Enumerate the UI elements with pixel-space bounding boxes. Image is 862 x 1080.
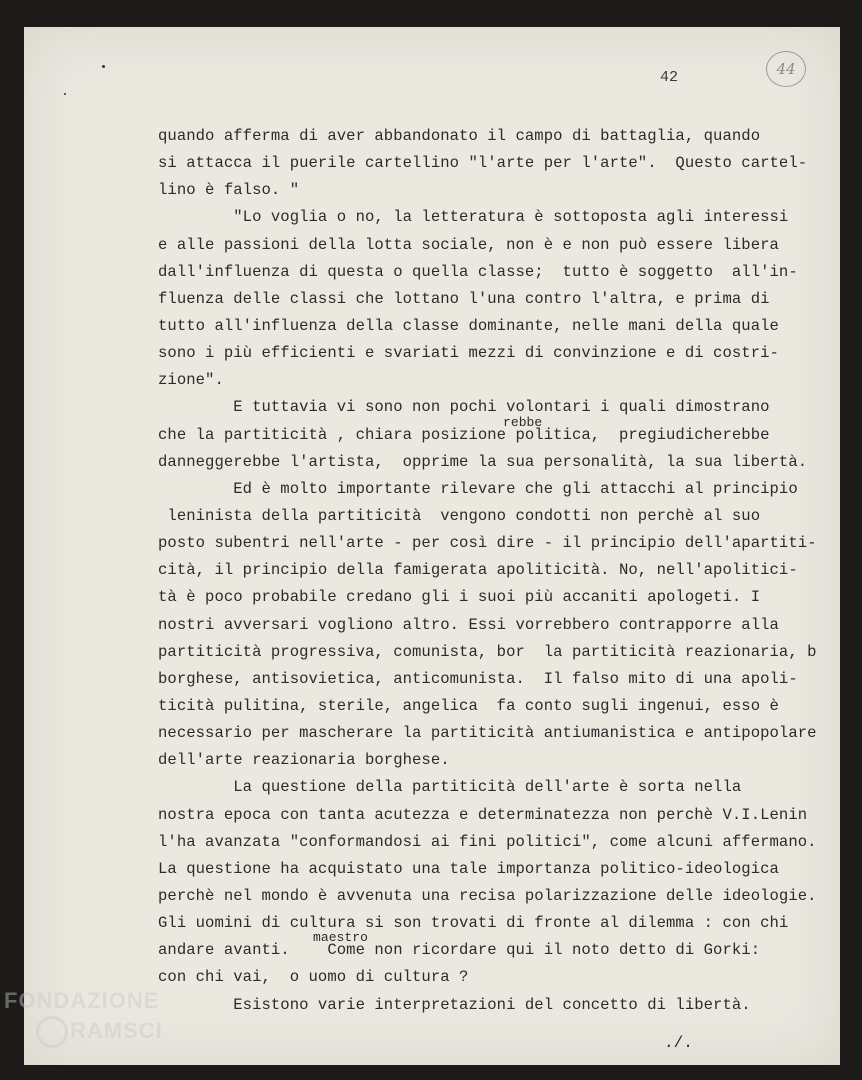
text-line: andare avanti. Come non ricordare qui il noto detto di Gorki: maestro xyxy=(158,937,848,964)
text-line: leninista della partiticità vengono condotti non perchè al suo xyxy=(158,506,761,525)
text-line: cità, il principio della famigerata apoliticità. No, nell'apolitici- xyxy=(158,561,798,580)
text-line: perchè nel mondo è avvenuta una recisa polarizzazione delle ideologie. xyxy=(158,886,817,905)
archive-watermark-logo xyxy=(4,986,163,1048)
text-line: dell'arte reazionaria borghese. xyxy=(158,751,450,770)
text-line: Ed è molto importante rilevare che gli attacchi al principio xyxy=(158,479,798,498)
text-line: necessario per mascherare la partiticità antiumanistica e antipopolare xyxy=(158,724,817,743)
text-line: zione". xyxy=(158,371,224,390)
text-line: l'ha avanzata "conformandosi ai fini politici", come alcuni affermano. xyxy=(158,832,817,851)
text-line: nostra epoca con tanta acutezza e determinatezza non perchè V.I.Lenin xyxy=(158,805,808,824)
text-line: Gli uomini di cultura si son trovati di fronte al dilemma : con chi xyxy=(158,914,789,933)
watermark-line-2: RAMSCI xyxy=(4,1016,163,1048)
text-line: si attacca il puerile cartellino "l'arte per l'arte". Questo cartel- xyxy=(158,154,808,173)
text-line: lino è falso. " xyxy=(158,181,300,200)
text-line: posto subentri nell'arte - per così dire - il principio dell'apartiti- xyxy=(158,534,817,553)
text-line: La questione ha acquistato una tale importanza politico-ideologica xyxy=(158,859,779,878)
archive-folio-mark: 44 xyxy=(766,51,806,87)
text-line: tutto all'influenza della classe dominante, nelle mani della quale xyxy=(158,316,779,335)
interlinear-insertion: rebbe xyxy=(503,414,543,430)
continuation-mark: ./. xyxy=(664,1034,693,1052)
page-number: 42 xyxy=(660,69,679,86)
text-line: "Lo voglia o no, la letteratura è sottoposta agli interessi xyxy=(158,208,789,227)
text-line: quando afferma di aver abbandonato il campo di battaglia, quando xyxy=(158,127,761,145)
text-line: sono i più efficienti e svariati mezzi di convinzione e di costri- xyxy=(158,344,779,363)
watermark-g-icon xyxy=(36,1016,68,1048)
watermark-line-1: FONDAZIONE xyxy=(4,988,160,1013)
typescript-page xyxy=(24,27,840,1065)
typed-body-text xyxy=(158,123,848,1019)
text-line: che la partiticità , chiara posizione politica, pregiudicherebbe rebbe xyxy=(158,422,848,449)
interlinear-insertion: maestro xyxy=(313,930,368,946)
text-line: tà è poco probabile credano gli i suoi più accaniti apologeti. I xyxy=(158,588,761,607)
text-line: fluenza delle classi che lottano l'una contro l'altra, e prima di xyxy=(158,289,770,308)
text-line: borghese, antisovietica, anticomunista. Il falso mito di una apoli- xyxy=(158,669,798,688)
text-line: Esistono varie interpretazioni del concetto di libertà. xyxy=(158,995,751,1014)
text-line: E tuttavia vi sono non pochi volontari i quali dimostrano xyxy=(158,398,770,417)
text-line: ticità pulitina, sterile, angelica fa conto sugli ingenui, esso è xyxy=(158,696,779,715)
ink-speck xyxy=(64,93,66,95)
text-line: dall'influenza di questa o quella classe; tutto è soggetto all'in- xyxy=(158,262,798,281)
text-line: e alle passioni della lotta sociale, non è e non può essere libera xyxy=(158,235,779,254)
text-line: partiticità progressiva, comunista, bor la partiticità reazionaria, b xyxy=(158,642,817,661)
text-line: danneggerebbe l'artista, opprime la sua personalità, la sua libertà. xyxy=(158,452,808,471)
ink-speck xyxy=(102,65,105,68)
text-line: nostri avversari vogliono altro. Essi vorrebbero contrapporre alla xyxy=(158,615,779,634)
text-line: con chi vai, o uomo di cultura ? xyxy=(158,968,469,987)
text-line: La questione della partiticità dell'arte è sorta nella xyxy=(158,778,742,797)
